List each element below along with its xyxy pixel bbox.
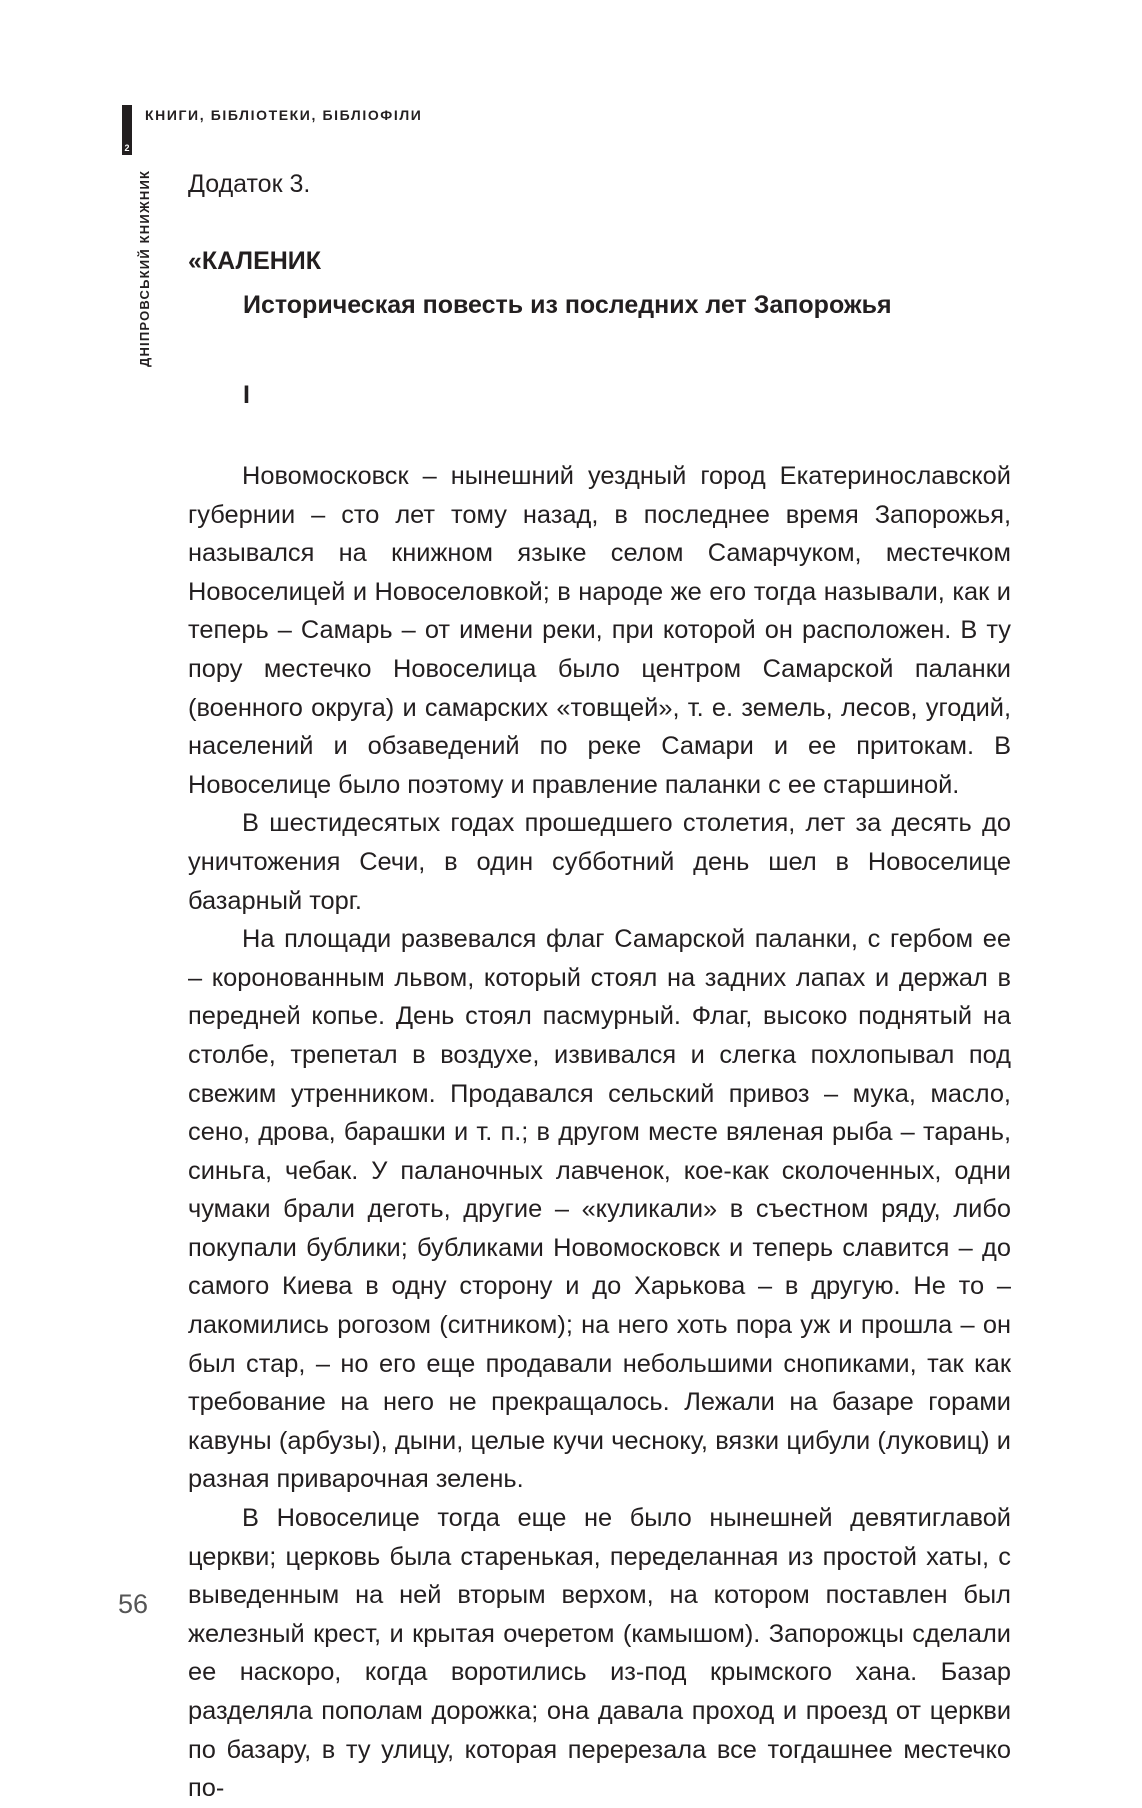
- paragraph: На площади развевался флаг Самарской паланки, с гербом ее – коронованным львом, который стоял на задних лапах и держал в передней копье. День стоял пасмурный. Флаг, высоко поднятый на столбе, трепетал в воздухе, извивался и слегка похлопывал под свежим утренником. Продавался сельский привоз – мука, масло, сено, дрова, барашки и т. п.; в другом месте вяленая рыба – тарань, синьга, чебак. У паланочных лавченок, кое-как сколоченных, одни чумаки брали деготь, другие – «куликали» в съестном ряду, либо покупали бублики; бубликами Новомосковск и теперь славится – до самого Киева в одну сторону и до Харькова – в другую. Не то – лакомились рогозом (ситником); на него хоть пора уж и прошла – он был стар, – но его еще продавали небольшими снопиками, так как требование на него не прекращалось. Лежали на базаре горами кавуны (арбузы), дыни, целые кучи чесноку, вязки цибули (луковиц) и разная приварочная зелень.: [188, 925, 1011, 1494]
- running-head: КНИГИ, БІБЛІОТЕКИ, БІБЛІОФІЛИ: [145, 107, 423, 123]
- book-title: «КАЛЕНИК: [188, 247, 322, 275]
- section-marker: 2: [124, 143, 130, 153]
- chapter-number: I: [243, 381, 250, 409]
- page-number: 56: [118, 1589, 149, 1619]
- appendix-label: Додаток 3.: [188, 170, 311, 198]
- paragraph: В Новоселице тогда еще не было нынешней девятиглавой церкви; церковь была старенькая, переделанная из простой хаты, с выведенным на ней вторым верхом, на котором поставлен был железный крест, и крытая очеретом (камышом). Запорожцы сделали ее наскоро, когда воротились из-под крымского хана. Базар разделяла пополам дорожка; она давала проход и проезд от церкви по базару, в ту улицу, которая перерезала все тогдашнее местечко по-: [188, 1504, 1011, 1803]
- body-text: [188, 457, 1011, 1808]
- paragraph: В шестидесятых годах прошедшего столетия, лет за десять до уничтожения Сечи, в один субботний день шел в Новоселице базарный торг.: [188, 809, 1011, 915]
- paragraph: Новомосковск – нынешний уездный город Екатеринославской губернии – сто лет тому назад, в последнее время Запорожья, назывался на книжном языке селом Самарчуком, местечком Новоселицей и Новоселовкой; в народе же его тогда называли, как и теперь – Самарь – от имени реки, при которой он расположен. В ту пору местечко Новоселица было центром Самарской паланки (военного округа) и самарских «товщей», т. е. земель, лесов, угодий, населений и обзаведений по реке Самари и ее притокам. В Новоселице было поэтому и правление паланки с ее старшиной.: [188, 462, 1011, 799]
- subtitle: Историческая повесть из последних лет Запорожья: [243, 291, 892, 319]
- section-marker-bar: [122, 105, 132, 155]
- side-label: ДНІПРОВСЬКИЙ КНИЖНИК: [137, 169, 152, 367]
